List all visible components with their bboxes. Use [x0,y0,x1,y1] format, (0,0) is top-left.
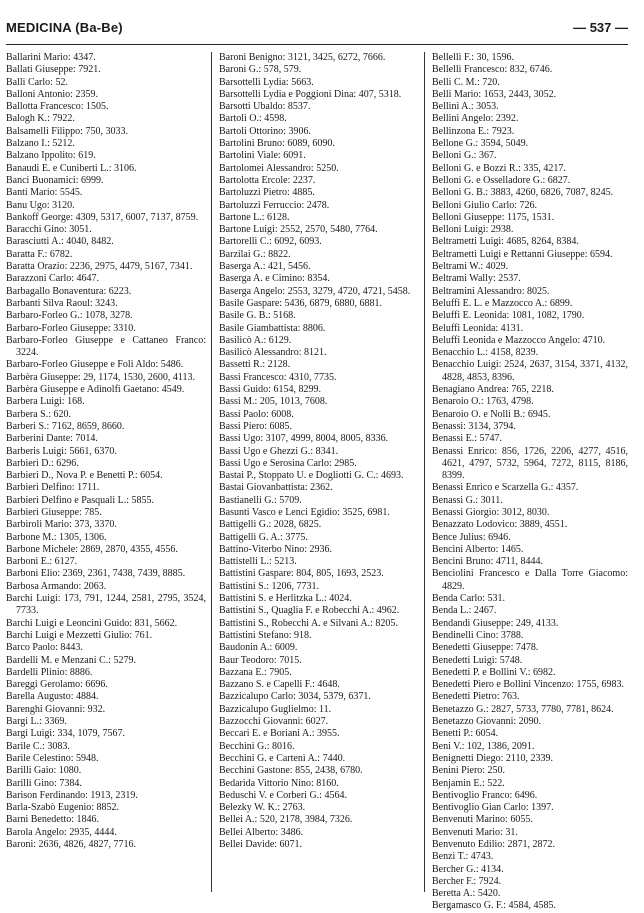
index-entry: Bendinelli Cino: 3788. [432,629,524,641]
index-entry: Baroni G.: 578, 579. [219,64,302,76]
index-entry: Benzi T.: 4743. [432,851,494,863]
index-entry: Barbieri D.: 6296. [6,457,79,469]
index-entry: Bercher G.: 4134. [432,863,504,875]
index-entry: Banu Ugo: 3120. [6,199,75,211]
index-entry: Bazzicalupo Guglielmo: 11. [219,703,332,715]
index-entry: Barchi Luigi: 173, 791, 1244, 2581, 2795, 3524, 7733. [6,593,206,617]
index-entry: Basilicò A.: 6129. [219,334,292,346]
index-entry: Benciolini Francesco e Dalla Torre Giacomo: 4829. [432,568,628,592]
index-entry: Belloni G.: 367. [432,150,497,162]
index-entry: Battigelli G.: 2028, 6825. [219,519,322,531]
index-entry: Bellini A.: 3053. [432,101,499,113]
index-entry: Bendandi Giuseppe: 249, 4133. [432,617,559,629]
header-rule [6,44,628,45]
index-entry: Benassi: 3134, 3794. [432,420,516,432]
index-entry: Baudonin A.: 6009. [219,642,298,654]
index-entry: Benassi E.: 5747. [432,433,502,445]
index-entry: Bellone G.: 3594, 5049. [432,138,529,150]
index-column-3 [432,52,628,912]
index-entry: Balloni Antonio: 2359. [6,88,98,100]
index-entry: Benassi G.: 3011. [432,494,503,506]
index-entry: Barilli Gaio: 1080. [6,765,82,777]
index-entry: Barenghi Giovanni: 932. [6,703,106,715]
index-entry: Balli Carlo: 52. [6,76,68,88]
index-entry: Ballotta Francesco: 1505. [6,101,109,113]
index-entry: Barbieri Delfino e Pasquali L.: 5855. [6,494,155,506]
index-entry: Benini Piero: 250. [432,765,506,777]
index-entry: Banti Mario: 5545. [6,187,83,199]
index-entry: Basunti Vasco e Lenci Egidio: 3525, 6981. [219,506,390,518]
index-entry: Barsottelli Lydia: 5663. [219,76,314,88]
index-entry: Bedarida Vittorio Nino: 8160. [219,777,339,789]
index-entry: Benvenuti Marino: 6055. [432,814,533,826]
index-entry: Bartolotta Ercole: 2237. [219,174,316,186]
index-entry: Bargi Luigi: 334, 1079, 7567. [6,728,125,740]
index-entry: Barbieri Delfino: 1711. [6,482,100,494]
index-entry: Bellelli Francesco: 832, 6746. [432,64,553,76]
index-entry: Bencini Bruno: 4711, 8444. [432,556,544,568]
index-entry: Bazzocchi Giovanni: 6027. [219,716,329,728]
index-entry: Benassi Giorgio: 3012, 8030. [432,506,550,518]
index-entry: Barboni E.: 6127. [6,556,78,568]
index-entry: Battigelli G. A.: 3775. [219,531,308,543]
index-entry: Bartolomei Alessandro: 5250. [219,162,339,174]
index-entry: Balzano Ippolito: 619. [6,150,96,162]
index-entry: Benazzato Lodovico: 3889, 4551. [432,519,568,531]
section-title: MEDICINA (Ba-Be) [6,20,123,35]
index-entry: Barberis Luigi: 5661, 6370. [6,445,117,457]
index-entry: Benedetti Luigi: 5748. [432,654,523,666]
index-entry: Beluffi Leonida e Mazzocco Angelo: 4710. [432,334,606,346]
index-entry: Banaudi E. e Cuniberti L.: 3106. [6,162,137,174]
index-entry: Bentivoglio Gian Carlo: 1397. [432,802,554,814]
index-entry: Bazzana E.: 7905. [219,666,292,678]
index-entry: Benagiano Andrea: 765, 2218. [432,384,554,396]
index-entry: Ballarini Mario: 4347. [6,52,96,63]
index-entry: Barbera Luigi: 168. [6,396,85,408]
index-entry: Becchini G.: 8016. [219,740,295,752]
index-entry: Barbone Michele: 2869, 2870, 4355, 4556. [6,543,178,555]
index-entry: Bareggi Gerolamo: 6696. [6,679,108,691]
index-entry: Barbosa Armando: 2063. [6,580,107,592]
index-entry: Benedetti Giuseppe: 7478. [432,642,539,654]
index-entry: Bartoluzzi Ferruccio: 2478. [219,199,330,211]
index-entry: Barbanti Silva Raoul: 3243. [6,297,118,309]
index-entry: Bentivoglio Franco: 6496. [432,789,538,801]
index-entry: Ballati Giuseppe: 7921. [6,64,101,76]
index-entry: Barni Benedetto: 1846. [6,814,100,826]
index-entry: Barbera S.: 620. [6,408,71,420]
index-entry: Basile G. B.: 5168. [219,310,296,322]
index-entry: Bartorelli C.: 6092, 6093. [219,236,322,248]
index-entry: Bassi Francesco: 4310, 7735. [219,371,337,383]
index-entry: Bankoff George: 4309, 5317, 6007, 7137, 8759. [6,211,199,223]
index-entry: Beltrametti Luigi: 4685, 8264, 8384. [432,236,579,248]
index-entry: Barsotti Ubaldo: 8537. [219,101,311,113]
index-entry: Barbaro-Forleo G.: 1078, 3278. [6,310,133,322]
index-entry: Becchini G. e Cartenì A.: 7440. [219,752,346,764]
column-divider-2 [424,52,425,892]
index-entry: Barison Ferdinando: 1913, 2319. [6,789,138,801]
index-entry: Belloni Giuseppe: 1175, 1531. [432,211,555,223]
column-divider-1 [211,52,212,892]
index-entry: Beduschi V. e Corberi G.: 4564. [219,789,347,801]
index-entry: Becchini Gastone: 855, 2438, 6780. [219,765,363,777]
index-entry: Baratta F.: 6782. [6,248,73,260]
index-entry: Bargi L.: 3369. [6,716,67,728]
index-entry: Belloni G. e Bozzi R.: 335, 4217. [432,162,566,174]
index-entry: Barco Paolo: 8443. [6,642,83,654]
index-entry: Belezky W. K.: 2763. [219,802,306,814]
index-entry: Bartoluzzi Pietro: 4885. [219,187,315,199]
index-entry: Beluffi E. Leonida: 1081, 1082, 1790. [432,310,585,322]
index-entry: Barola Angelo: 2935, 4444. [6,826,117,838]
index-entry: Barbaro-Forleo Giuseppe: 3310. [6,322,136,334]
index-entry: Battistelli L.: 5213. [219,556,297,568]
index-entry: Benda L.: 2467. [432,605,497,617]
index-entry: Barbone M.: 1305, 1306. [6,531,107,543]
index-entry: Beluffi E. L. e Mazzocco A.: 6899. [432,297,573,309]
index-entry: Bastianelli G.: 5709. [219,494,302,506]
index-entry: Benaroio O. e Nolli B.: 6945. [432,408,551,420]
index-entry: Beltramini Alessandro: 8025. [432,285,550,297]
index-entry: Benacchio L.: 4158, 8239. [432,347,539,359]
index-entry: Balsamelli Filippo: 750, 3033. [6,125,128,137]
index-entry: Battistini S., Quaglia F. e Robecchi A.: 4962. [219,605,400,617]
index-column-2 [219,52,419,892]
index-entry: Baur Teodoro: 7015. [219,654,302,666]
index-entry: Bassi Guido: 6154, 8299. [219,384,321,396]
index-entry: Benetazzo Giovanni: 2090. [432,716,542,728]
index-entry: Benda Carlo: 531. [432,593,506,605]
index-entry: Bellei Alberto: 3486. [219,826,304,838]
index-entry: Barella Augusto: 4884. [6,691,99,703]
index-entry: Barilli Gino: 7384. [6,777,82,789]
index-entry: Benignetti Diego: 2110, 2339. [432,752,554,764]
index-entry: Barchi Luigi e Leoncini Guido: 831, 5662. [6,617,178,629]
index-column-1 [6,52,206,892]
index-entry: Benvenuto Edilio: 2871, 2872. [432,839,556,850]
index-entry: Barbiroli Mario: 373, 3370. [6,519,117,531]
index-entry: Baroni: 2636, 4826, 4827, 7716. [6,839,136,850]
index-entry: Barasciutti A.: 4040, 8482. [6,236,114,248]
index-entry: Balogh K.: 7922. [6,113,75,125]
index-entry: Benetazzo G.: 2827, 5733, 7780, 7781, 8624. [432,703,614,715]
index-entry: Benedetti Piero e Bollini Vincenzo: 1755, 6983. [432,679,624,691]
index-entry: Barbieri D., Nova P. e Benetti P.: 6054. [6,470,163,482]
index-entry: Bardelli Plinio: 8886. [6,666,93,678]
index-entry: Bellelli F.: 30, 1596. [432,52,514,63]
index-entry: Barbèra Giuseppe e Adinolfi Gaetano: 4549. [6,384,185,396]
index-entry: Belli C. M.: 720. [432,76,500,88]
index-entry: Basilicò Alessandro: 8121. [219,347,327,359]
index-entry: Bartolini Bruno: 6089, 6090. [219,138,335,150]
index-entry: Battistini Stefano: 918. [219,629,312,641]
index-entry: Bassi Ugo e Ghezzi G.: 8341. [219,445,339,457]
index-entry: Battistini Gaspare: 804, 805, 1693, 2523. [219,568,384,580]
index-entry: Beccari E. e Boriani A.: 3955. [219,728,340,740]
index-entry: Baserga A.: 421, 5456. [219,261,311,273]
index-entry: Barchi Luigi e Mezzetti Giulio: 761. [6,629,153,641]
index-entry: Battistini S., Robecchi A. e Silvani A.: 8205. [219,617,398,629]
index-entry: Barile C.: 3083. [6,740,70,752]
index-entry: Benetti P.: 6054. [432,728,499,740]
index-entry: Benassi Enrico e Scarzella G.: 4357. [432,482,579,494]
index-entry: Bassi Ugo: 3107, 4999, 8004, 8005, 8336. [219,433,389,445]
index-entry: Barbaro-Forleo Giuseppe e Foli Aldo: 5486. [6,359,184,371]
index-entry: Bellei A.: 520, 2178, 3984, 7326. [219,814,353,826]
index-entry: Basile Giambattista: 8806. [219,322,326,334]
index-entry: Beni V.: 102, 1386, 2091. [432,740,535,752]
index-entry: Barazzoni Carlo: 4647. [6,273,100,285]
index-entry: Banci Buonamici: 6999. [6,174,104,186]
index-entry: Belli Mario: 1653, 2443, 3052. [432,88,557,100]
index-entry: Baracchi Gino: 3051. [6,224,92,236]
index-entry: Bassetti R.: 2128. [219,359,291,371]
index-entry: Beltrami Wally: 2537. [432,273,521,285]
index-entry: Bercher F.: 7924. [432,875,502,887]
index-entry: Barile Celestino: 5948. [6,752,99,764]
index-entry: Belloni Giulio Carlo: 726. [432,199,537,211]
index-entry: Bence Julius: 6946. [432,531,511,543]
index-entry: Bartoli O.: 4598. [219,113,287,125]
index-entry: Bellini Angelo: 2392. [432,113,519,125]
index-entry: Belloni G. e Osselladore G.: 6827. [432,174,571,186]
index-entry: Barberini Dante: 7014. [6,433,98,445]
index-entry: Basile Gaspare: 5436, 6879, 6880, 6881. [219,297,383,309]
index-entry: Bellinzona E.: 7923. [432,125,515,137]
index-entry: Barbagallo Bonaventura: 6223. [6,285,132,297]
index-entry: Bergamasco G. F.: 4584, 4585. [432,900,557,912]
page-number: — 537 — [573,20,628,35]
index-entry: Benedetti Pietro: 763. [432,691,520,703]
index-entry: Belloni Luigi: 2938. [432,224,514,236]
index-entry: Barla-Szabò Eugenio: 8852. [6,802,120,814]
index-entry: Battistini S.: 1206, 7731. [219,580,320,592]
index-entry: Bartoli Ottorino: 3906. [219,125,311,137]
index-entry: Barberi S.: 7162, 8659, 8660. [6,420,125,432]
index-entry: Beltrametti Luigi e Rettanni Giuseppe: 6594. [432,248,613,260]
index-entry: Benedetti P. e Bollini V.: 6982. [432,666,556,678]
index-entry: Barzilai G.: 8822. [219,248,291,260]
index-entry: Bazzicalupo Carlo: 3034, 5379, 6371. [219,691,371,703]
index-entry: Beltrami W.: 4029. [432,261,509,273]
index-entry: Baserga A. e Cimino: 8354. [219,273,330,285]
index-entry: Barsottelli Lydia e Poggioni Dina: 407, 5318. [219,88,402,100]
index-entry: Battino-Viterbo Nino: 2936. [219,543,332,555]
index-entry: Benjamin E.: 522. [432,777,505,789]
index-entry: Bastai Giovanbattista: 2362. [219,482,333,494]
index-entry: Beluffi Leonida: 4131. [432,322,524,334]
index-entry: Benassi Enrico: 856, 1726, 2206, 4277, 4516, 4621, 4797, 5732, 5964, 7272, 8115, 8186, 8399. [432,445,628,482]
index-entry: Belloni G. B.: 3883, 4260, 6826, 7087, 8245. [432,187,614,199]
index-entry: Bencini Alberto: 1465. [432,543,524,555]
index-entry: Bellei Davide: 6071. [219,839,303,850]
page-header [6,20,628,40]
index-entry: Benvenuti Mario: 31. [432,826,518,838]
index-entry: Benacchio Luigi: 2524, 2637, 3154, 3371, 4132, 4828, 4853, 8396. [432,359,628,383]
index-entry: Barbieri Giuseppe: 785. [6,506,102,518]
index-entry: Barboni Elio: 2369, 2361, 7438, 7439, 8885. [6,568,186,580]
index-entry: Balzano I.: 5212. [6,138,75,150]
index-entry: Bartone Luigi: 2552, 2570, 5480, 7764. [219,224,378,236]
index-entry: Beretta A.: 5420. [432,888,501,900]
index-entry: Battistini S. e Herlitzka L.: 4024. [219,593,352,605]
index-entry: Barbèra Giuseppe: 29, 1174, 1530, 2600, 4113. [6,371,195,383]
index-entry: Barbaro-Forleo Giuseppe e Cattaneo Franco: 3224. [6,334,206,359]
index-entry: Bassi M.: 205, 1013, 7608. [219,396,328,408]
index-entry: Bassi Piero: 6085. [219,420,293,432]
index-entry: Bassi Paolo: 6008. [219,408,294,420]
index-entry: Baserga Angelo: 2553, 3279, 4720, 4721, 5458. [219,285,411,297]
index-entry: Baroni Benigno: 3121, 3425, 6272, 7666. [219,52,386,63]
index-entry: Bastai P., Stoppato U. e Dogliotti G. C.: 4693. [219,470,404,482]
index-entry: Bardelli M. e Menzani C.: 5279. [6,654,136,666]
index-entry: Baratta Orazio: 2236, 2975, 4479, 5167, 7341. [6,261,193,273]
index-entry: Benaroio O.: 1763, 4798. [432,396,534,408]
index-entry: Bazzano S. e Capelli F.: 4648. [219,679,340,691]
index-entry: Bassi Ugo e Serosina Carlo: 2985. [219,457,357,469]
index-entry: Bartolini Viale: 6091. [219,150,306,162]
index-entry: Bartone L.: 6128. [219,211,290,223]
